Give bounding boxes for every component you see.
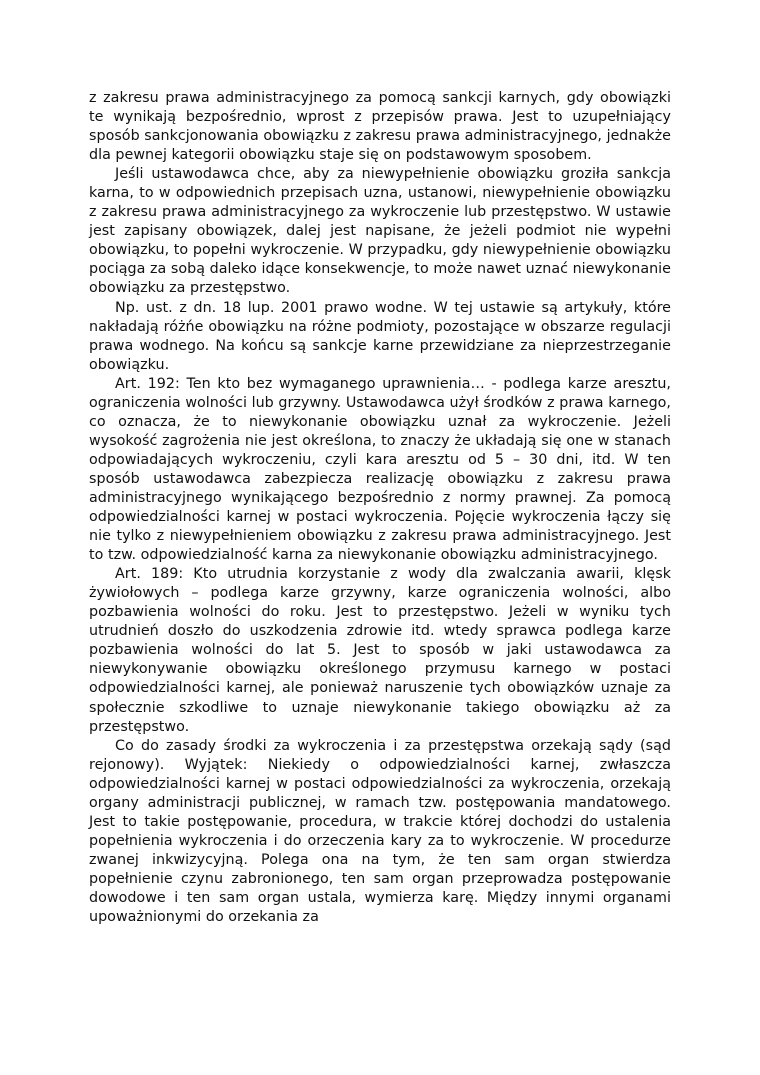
paragraph-5: Art. 189: Kto utrudnia korzystanie z wody dla zwalczania awarii, klęsk żywiołowych – podlega karze grzywny, karze ograniczenia wolności, albo pozbawienia wolności do roku. Jest to przestępstwo. Jeżeli w wyniku tych utrudnień doszło do uszkodzenia zdrowie itd. wtedy sprawca podlega karze pozbawienia wolności do lat 5. Jest to sposób w jaki ustawodawca za niewykonywanie obowiązku określonego przymusu karnego w postaci odpowiedzialności karnej, ale ponieważ naruszenie tych obowiązków uznaje za społecznie szkodliwe to uznaje niewykonanie takiego obowiązku aż za przestępstwo. — [89, 566, 671, 735]
paragraph-1: z zakresu prawa administracyjnego za pomocą sankcji karnych, gdy obowiązki te wynikają bezpośrednio, wprost z przepisów prawa. Jest to uzupełniający sposób sankcjonowania obowiązku z zakresu prawa administracyjnego, jednakże dla pewnej kategorii obowiązku staje się on podstawowym sposobem. — [89, 90, 671, 164]
paragraph-4: Art. 192: Ten kto bez wymaganego uprawnienia… - podlega karze aresztu, ograniczenia wolności lub grzywny. Ustawodawca użył środków z prawa karnego, co oznacza, że to niewykonanie obowiązku uznał za wykroczenie. Jeżeli wysokość zagrożenia nie jest określona, to znaczy że układają się one w stanach odpowiadających wykroczeniu, czyli kara aresztu od 5 – 30 dni, itd. W ten sposób ustawodawca zabezpiecza realizację obowiązku z zakresu prawa administracyjnego wynikającego bezpośrednio z normy prawnej. Za pomocą odpowiedzialności karnej w postaci wykroczenia. Pojęcie wykroczenia łączy się nie tylko z niewypełnieniem obowiązku z zakresu prawa administracyjnego. Jest to tzw. odpowiedzialność karna za niewykonanie obowiązku administracyjnego. — [89, 375, 671, 564]
document-page — [89, 89, 671, 927]
paragraph-2: Jeśli ustawodawca chce, aby za niewypełnienie obowiązku groziła sankcja karna, to w odpowiednich przepisach uzna, ustanowi, niewypełnienie obowiązku z zakresu prawa administracyjnego za wykroczenie lub przestępstwo. W ustawie jest zapisany obowiązek, dalej jest napisane, że jeżeli podmiot nie wypełni obowiązku, to popełni wykroczenie. W przypadku, gdy niewypełnienie obowiązku pociąga za sobą daleko idące konsekwencje, to może nawet uznać niewykonanie obowiązku za przestępstwo. — [89, 166, 671, 297]
paragraph-6: Co do zasady środki za wykroczenia i za przestępstwa orzekają sądy (sąd rejonowy). Wyjątek: Niekiedy o odpowiedzialności karnej, zwłaszcza odpowiedzialności karnej w postaci odpowiedzialności za wykroczenia, orzekają organy administracji publicznej, w ramach tzw. postępowania mandatowego. Jest to takie postępowanie, procedura, w trakcie której dochodzi do ustalenia popełnienia wykroczenia i do orzeczenia kary za to wykroczenie. W procedurze zwanej inkwizycyjną. Polega ona na tym, że ten sam organ stwierdza popełnienie czynu zabronionego, ten sam organ przeprowadza postępowanie dowodowe i ten sam organ ustala, wymierza karę. Między innymi organami upoważnionymi do orzekania za — [89, 737, 671, 926]
paragraph-3: Np. ust. z dn. 18 lup. 2001 prawo wodne. W tej ustawie są artykuły, które nakładają różńe obowiązku na różne podmioty, pozostające w obszarze regulacji prawa wodnego. Na końcu są sankcje karne przewidziane za nieprzestrzeganie obowiązku. — [89, 299, 671, 373]
